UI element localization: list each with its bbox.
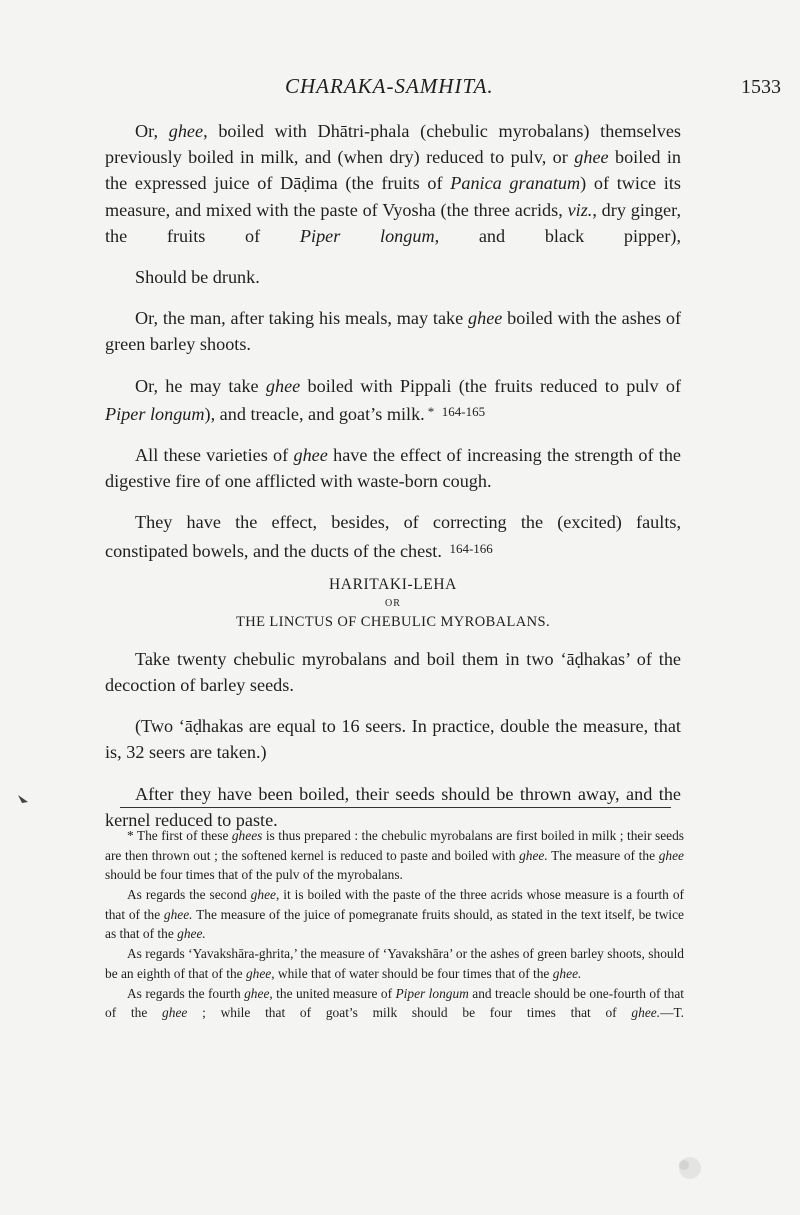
running-title: CHARAKA-SAMHITA. bbox=[285, 74, 494, 98]
paragraph-4: Or, he may take ghee boiled with Pippali (the fruits reduced to pulv of Piper longum), and treacle, and goat’s milk. * $^{164-165}$ bbox=[105, 375, 682, 424]
footnote-marker: * bbox=[427, 403, 435, 419]
footnote-3: As regards ‘Yavakshāra-ghrita,’ the measure of ‘Yavakshāra’ or the ashes of green barley shoots, should be an eighth of that of the ghee, while that of water should be four times that of the ghee. bbox=[105, 946, 684, 981]
section-heading bbox=[105, 575, 681, 632]
section-or: OR bbox=[385, 597, 401, 609]
paragraph-5: All these varieties of ghee have the effect of increasing the strength of the digestive fire of one afflicted with waste-born cough. bbox=[105, 445, 681, 492]
footnote-4: As regards the fourth ghee, the united measure of Piper longum and treacle should be one-fourth of that of the ghee ; while that of goat’s milk should be four times that of ghee.—T. bbox=[105, 985, 684, 1020]
verse-number: 164-166 bbox=[449, 540, 493, 556]
paragraph-8: (Two ‘āḍhakas are equal to 16 seers. In practice, double the measure, that is, 32 seers are taken.) bbox=[105, 716, 681, 763]
main-text bbox=[105, 118, 681, 848]
section-title: HARITAKI-LEHA bbox=[329, 575, 457, 593]
paragraph-3: Or, the man, after taking his meals, may take ghee boiled with the ashes of green barley shoots. bbox=[105, 308, 681, 355]
paragraph-7: Take twenty chebulic myrobalans and boil them in two ‘āḍhakas’ of the decoction of barley seeds. bbox=[105, 648, 681, 696]
paragraph-2: Should be drunk. bbox=[135, 267, 260, 288]
paragraph-6: They have the effect, besides, of correcting the (excited) faults, constipated bowels, and the ducts of the chest. $^{164-166}$ bbox=[105, 512, 681, 561]
verse-number: 164-165 bbox=[441, 403, 486, 419]
footnote-1: * The first of these ghees is thus prepared : the chebulic myrobalans are first boiled in milk ; their seeds are then thrown out ; the softened kernel is reduced to paste and boiled with ghee. The measure of the ghee should be four times that of the pulv of the myrobalans. bbox=[105, 828, 684, 882]
paragraph-1: Or, ghee, boiled with Dhātri-phala (chebulic myrobalans) themselves previously boiled in milk, and (when dry) reduced to pulv, or ghee boiled in the expressed juice of Dāḍima (the fruits of Panica granatum) of twice its measure, and mixed with the paste of Vyosha (the three acrids, viz., dry ginger, the fruits of Piper longum, and black pipper), bbox=[105, 121, 682, 246]
paragraph-9: After they have been boiled, their seeds should be thrown away, and the kernel reduced to paste. bbox=[105, 783, 681, 830]
footnote-rule bbox=[120, 807, 671, 808]
footnote-2: As regards the second ghee, it is boiled with the paste of the three acrids whose measure is a fourth of that of the ghee. The measure of the juice of pomegranate fruits should, as stated in the text itself, be twice as that of the ghee. bbox=[105, 887, 684, 941]
section-subtitle: THE LINCTUS OF CHEBULIC MYROBALANS. bbox=[235, 613, 551, 630]
footnotes bbox=[105, 826, 684, 1023]
page-number: 1533 bbox=[741, 76, 781, 98]
running-head bbox=[0, 74, 800, 104]
